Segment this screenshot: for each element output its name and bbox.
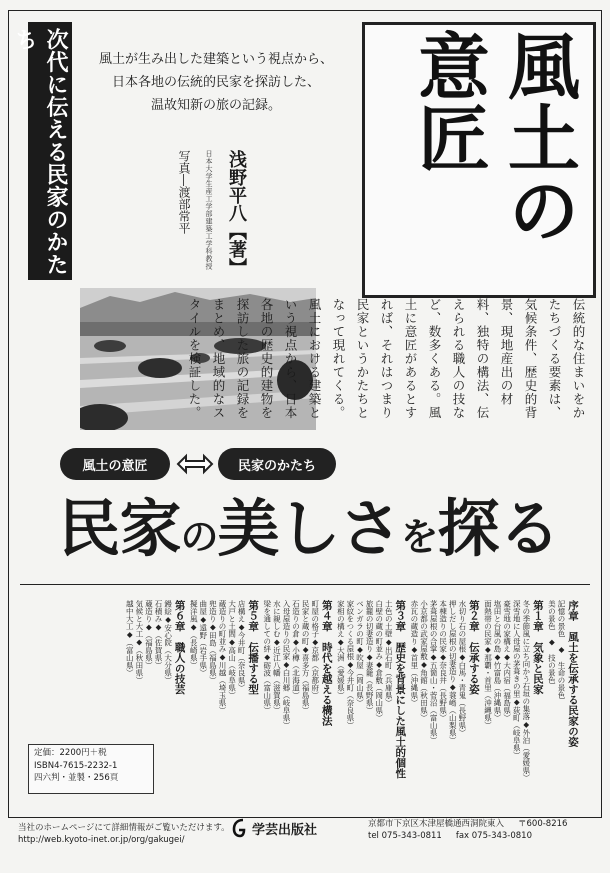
chapter-list (80, 600, 580, 782)
theme-pill-left: 風土の意匠 (60, 448, 170, 480)
chapter-item: 茅葺屋根の合掌◆五箇山・菅沼（富山県） (429, 600, 439, 744)
tagline (82, 48, 350, 117)
telephone: tel 075-343-0811 (368, 831, 442, 841)
chapter-item: 本棟造りの民家◆奈良井（長野県） (438, 600, 448, 722)
headline-part: 探る (437, 492, 560, 565)
author-name: 浅野平八【著】 (226, 150, 247, 276)
chapter-title: 第５章 伝播する型 (247, 600, 260, 695)
price: 定価：2200円＋税 (34, 748, 107, 758)
chapter-item: 蔵造り◆（福島県） (144, 600, 154, 669)
footer-note: 当社のホームページにて詳細情報がご覧いただけます。 (18, 823, 230, 833)
tagline-line: 日本各地の伝統的民家を探訪した、 (111, 75, 320, 90)
chapter-item: 水に親しむ◆近江八幡（滋賀県） (272, 600, 282, 714)
author-affiliation: 日本大学生産工学部建築工学科教授 (205, 150, 213, 270)
chapter-item: 水切り石の屋根◆白馬・青鬼（長野県） (457, 600, 467, 737)
footer-address (368, 818, 567, 842)
address: 京都市下京区木津屋橋通西洞院東入 (368, 819, 505, 829)
headline-part: の (180, 514, 218, 559)
chapter (483, 600, 545, 782)
chapter-item: ベンガラの町◆吹屋（岡山県） (355, 600, 365, 707)
chapter-item: 赤瓦の蔵造り◆首里（沖縄県） (409, 600, 419, 707)
main-headline (24, 488, 594, 570)
book-title-box (362, 22, 596, 298)
chapter-item: 家相の構え◆大洲（愛媛県） (336, 600, 346, 699)
chapter-item: 石造りの倉◆小樽（北海道） (291, 600, 301, 699)
chapter-item: 大戸と土間◆高山（岐阜県） (227, 600, 237, 699)
book-info-box (28, 744, 154, 794)
book-title-line: 意匠 (406, 29, 491, 173)
chapter-item: 店構え◆今井町（奈良県） (237, 600, 247, 692)
book-title (403, 29, 583, 289)
headline-part: 民家 (58, 492, 181, 565)
chapter-item: 白壁の蔵の町並み◆倉敷（岡山県） (374, 600, 384, 722)
chapter-item: 曲屋◆遠野（岩手県） (198, 600, 208, 677)
tagline-line: 風土が生み出した建築という視点から、 (98, 52, 333, 67)
book-description: 伝統的な住まいをかたちづくる要素は、気候条件、歴史的背景、現地産出の材料、独特の構法、伝えられる職人の技など、数多くある。風土に意匠があるとすれば、それはつまり民家というかたちとなって現れてくる。風土における建築という視点から、日本各地の歴史的建物を探訪した旅の記録をまとめ、地域的なスタイルを検証した。 (187, 298, 586, 420)
chapter-item: 擬洋風◆（長崎県） (189, 600, 199, 669)
chapter-item: 気候と大工◆（秋田県） (134, 600, 144, 684)
chapter-title: 序章 風土を伝承する民家の姿 (567, 600, 579, 747)
tagline-line: 温故知新の旅の記録。 (150, 98, 281, 113)
chapter-item: 蔵造りの町並み◆川越（埼玉県） (217, 600, 227, 714)
chapter-item: 越中大工◆（富山県） (125, 600, 135, 677)
headline-part: 美しさ (217, 492, 401, 565)
publisher (232, 818, 317, 838)
publisher-name: 学芸出版社 (252, 822, 318, 838)
chapter-item: 梁を通しての絆◆砺波（富山県） (262, 600, 272, 714)
divider (20, 584, 590, 585)
chapter-item: 旅籠の切妻造り◆妻籠（長野県） (365, 600, 375, 714)
chapter-item: 押しだし屋根の切妻造り◆蓑嶋（山梨県） (448, 600, 458, 744)
chapter-item: 美の景色 ◆ 技の景色 (547, 600, 557, 684)
chapter-item: 記憶の景色 ◆ 生命の景色 (557, 600, 566, 699)
format: 四六判・並製・256頁 (34, 773, 119, 783)
chapter-item: 鏝絵◆安心院（大分県） (163, 600, 173, 684)
chapter (189, 600, 261, 782)
chapter-title: 第６章 職人の技芸 (173, 600, 186, 695)
book-title-line: 風土の (496, 29, 581, 245)
chapter-item: 深雪地に人母屋の茅葺きの里◆荻町（岐阜県） (512, 600, 522, 759)
chapter-item: 豪雪地の家構え◆大内宿（福島県） (502, 600, 512, 722)
isbn: ISBN4-7615-2232-1 (34, 760, 118, 771)
chapter-item: 面熱帯の民家◆那覇・首里（沖縄県） (483, 600, 493, 729)
chapter (262, 600, 334, 782)
footer-web (18, 822, 230, 846)
footer-url[interactable]: http://web.kyoto-inet.or.jp/org/gakugei/ (18, 835, 185, 845)
chapter-item: 石積み◆（佐賀県） (154, 600, 163, 669)
chapter (547, 600, 580, 782)
headline-part: を (400, 514, 438, 559)
chapter-item: 家紋をつくる屋根◆今井町（奈良県） (345, 600, 355, 729)
chapter-title: 第２章 伝承する姿 (467, 600, 480, 695)
chapter-item: 小京都の武家屋敷◆角館（秋田県） (419, 600, 429, 722)
chapter-item: 入母屋造りの民家◆白川郷（岐阜県） (281, 600, 291, 729)
chapter-title: 第１章 気象と民家 (531, 600, 544, 695)
photo-credit: 写真―渡部常平 (177, 150, 191, 234)
chapter (409, 600, 481, 782)
chapter-title: 第４章 時代を越える構法 (320, 600, 333, 726)
chapter-item: 土色の土壁◆出石町（兵庫県） (384, 600, 394, 707)
series-title: 次代に伝える民家のかたち (28, 22, 72, 280)
chapter-item: 塩田と台風の島◆竹富島（沖縄県） (493, 600, 503, 722)
fax: fax 075-343-0810 (455, 831, 532, 841)
publisher-logo-icon (232, 818, 246, 838)
chapter-item: 町屋の格子◆京都（京都府） (310, 600, 320, 699)
theme-pill-right: 民家のかたち (218, 448, 336, 480)
chapter-item: 民家と蔵の町◆喜多方（福島県） (301, 600, 311, 714)
double-arrow-icon (176, 452, 214, 476)
chapter-item: 冬の季節風に立ち向かう石垣の集落◆外泊（愛媛県） (521, 600, 531, 782)
postal-code: 〒600-8216 (518, 819, 568, 829)
chapter-item: 兜造り◆田島（福島県） (208, 600, 218, 684)
chapter-title: 第３章 歴史を背景にした風土的個性 (394, 600, 407, 779)
chapter (336, 600, 408, 782)
